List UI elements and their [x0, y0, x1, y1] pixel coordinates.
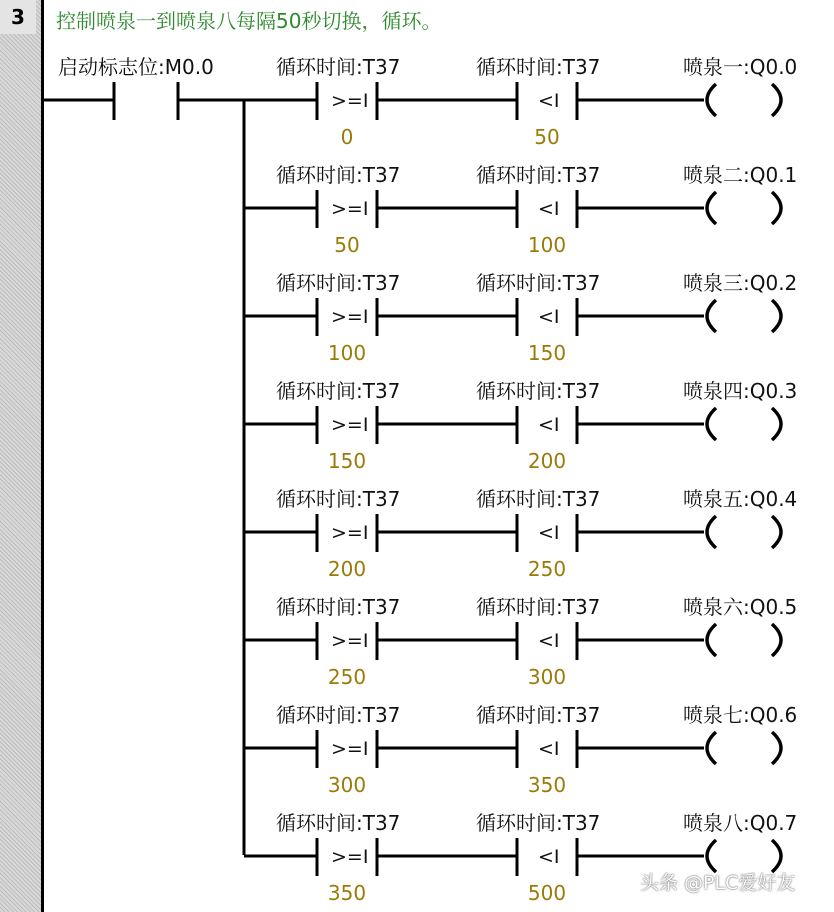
- compare-ge-operator: >=I: [331, 738, 369, 760]
- compare-ge-label: 循环时间:T37: [276, 55, 401, 79]
- coil-label: 喷泉二:Q0.1: [683, 163, 798, 187]
- coil-label: 喷泉一:Q0.0: [683, 55, 798, 79]
- compare-ge-label: 循环时间:T37: [276, 379, 401, 403]
- compare-lt-label: 循环时间:T37: [476, 703, 601, 727]
- compare-lt-label: 循环时间:T37: [476, 163, 601, 187]
- output-coil[interactable]: [707, 516, 781, 548]
- compare-lt-label: 循环时间:T37: [476, 379, 601, 403]
- compare-lt-value: 350: [527, 773, 567, 797]
- compare-ge-operator: >=I: [331, 846, 369, 868]
- compare-lt-value: 200: [527, 449, 567, 473]
- branch-group: [244, 55, 797, 905]
- compare-ge-operator: >=I: [331, 306, 369, 328]
- compare-lt-operator: <I: [538, 198, 560, 220]
- compare-ge-value: 0: [340, 125, 354, 149]
- compare-lt-label: 循环时间:T37: [476, 595, 601, 619]
- coil-label: 喷泉四:Q0.3: [683, 379, 798, 403]
- output-coil[interactable]: [707, 624, 781, 656]
- compare-lt-operator: <I: [538, 306, 560, 328]
- start-contact-label: 启动标志位:M0.0: [58, 55, 214, 79]
- compare-lt-label: 循环时间:T37: [476, 55, 601, 79]
- compare-lt-value: 100: [527, 233, 567, 257]
- coil-label: 喷泉六:Q0.5: [683, 595, 798, 619]
- output-coil[interactable]: [707, 732, 781, 764]
- coil-label: 喷泉三:Q0.2: [683, 271, 798, 295]
- compare-lt-operator: <I: [538, 846, 560, 868]
- output-coil[interactable]: [707, 300, 781, 332]
- compare-ge-value: 350: [327, 881, 367, 905]
- coil-label: 喷泉七:Q0.6: [683, 703, 798, 727]
- watermark: 头条 @PLC爱好友: [640, 872, 796, 894]
- output-coil[interactable]: [707, 84, 781, 116]
- rung-comment[interactable]: 控制喷泉一到喷泉八每隔50秒切换，循环。: [56, 9, 442, 33]
- output-coil[interactable]: [707, 408, 781, 440]
- compare-ge-operator: >=I: [331, 90, 369, 112]
- compare-lt-label: 循环时间:T37: [476, 811, 601, 835]
- compare-lt-operator: <I: [538, 414, 560, 436]
- compare-lt-label: 循环时间:T37: [476, 487, 601, 511]
- compare-lt-operator: <I: [538, 738, 560, 760]
- compare-ge-value: 100: [327, 341, 367, 365]
- compare-lt-operator: <I: [538, 90, 560, 112]
- compare-ge-operator: >=I: [331, 522, 369, 544]
- branch-row: [244, 595, 797, 689]
- compare-ge-operator: >=I: [331, 630, 369, 652]
- compare-ge-value: 300: [327, 773, 367, 797]
- output-coil[interactable]: [707, 192, 781, 224]
- compare-ge-label: 循环时间:T37: [276, 487, 401, 511]
- compare-ge-value: 250: [327, 665, 367, 689]
- branch-row: [244, 703, 797, 797]
- compare-lt-operator: <I: [538, 630, 560, 652]
- branch-row: [244, 271, 797, 365]
- compare-lt-value: 300: [527, 665, 567, 689]
- start-contact[interactable]: [114, 82, 178, 120]
- compare-ge-value: 50: [334, 233, 360, 257]
- coil-label: 喷泉五:Q0.4: [683, 487, 798, 511]
- compare-ge-label: 循环时间:T37: [276, 703, 401, 727]
- compare-ge-label: 循环时间:T37: [276, 595, 401, 619]
- compare-lt-label: 循环时间:T37: [476, 271, 601, 295]
- branch-row: [244, 487, 797, 581]
- branch-row: [244, 163, 797, 257]
- compare-ge-value: 150: [327, 449, 367, 473]
- compare-lt-value: 150: [527, 341, 567, 365]
- compare-ge-value: 200: [327, 557, 367, 581]
- coil-label: 喷泉八:Q0.7: [683, 811, 798, 835]
- compare-ge-operator: >=I: [331, 414, 369, 436]
- compare-lt-value: 500: [527, 881, 567, 905]
- branch-row: [276, 55, 797, 149]
- compare-ge-operator: >=I: [331, 198, 369, 220]
- branch-row: [244, 379, 797, 473]
- compare-lt-value: 50: [534, 125, 560, 149]
- compare-ge-label: 循环时间:T37: [276, 271, 401, 295]
- compare-ge-label: 循环时间:T37: [276, 163, 401, 187]
- compare-lt-value: 250: [527, 557, 567, 581]
- rung-number: 3: [11, 5, 25, 29]
- compare-ge-label: 循环时间:T37: [276, 811, 401, 835]
- compare-lt-operator: <I: [538, 522, 560, 544]
